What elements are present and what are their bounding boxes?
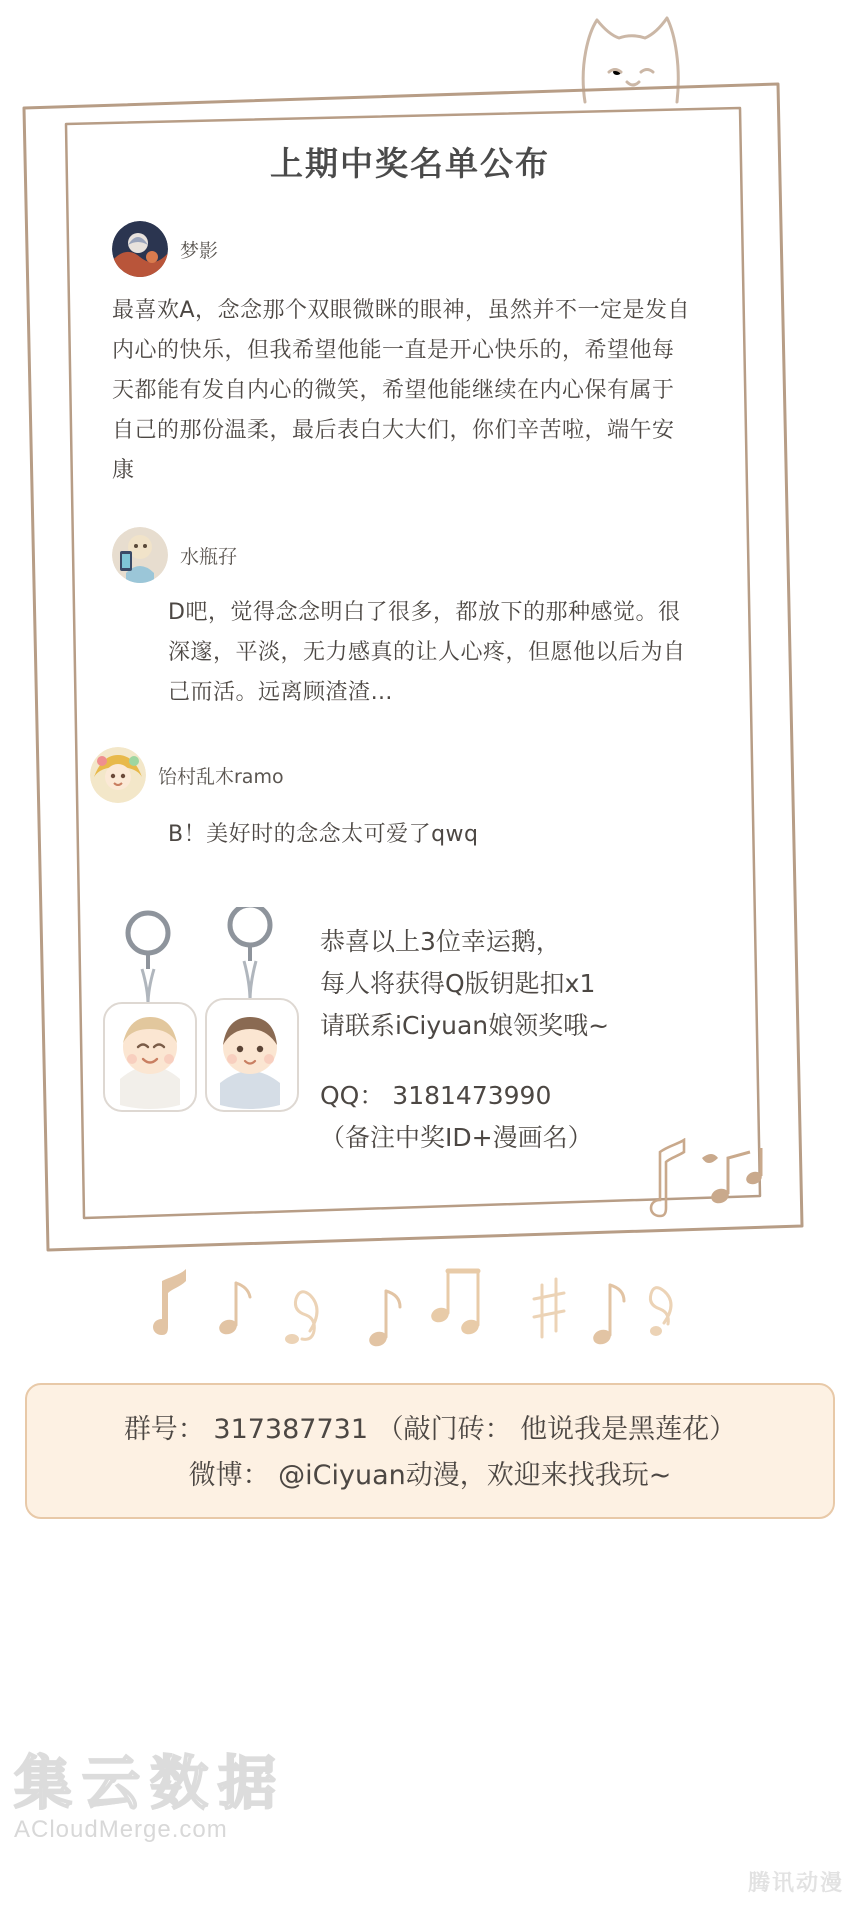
avatar [112, 221, 168, 277]
prize-note-line: （备注中奖ID+漫画名） [320, 1123, 593, 1152]
avatar [112, 527, 168, 583]
list-item-username: 梦影 [180, 239, 219, 262]
contact-info-box [25, 1383, 835, 1519]
group-number-line: 群号： 317387731 （敲门砖： 他说我是黑莲花） [123, 1414, 737, 1445]
prize-line-3: 请联系iCiyuan娘领奖哦~ [320, 1011, 610, 1040]
weibo-line: 微博： @iCiyuan动漫，欢迎来找我玩~ [188, 1460, 672, 1491]
prize-qq-line: QQ： 3181473990 [320, 1081, 552, 1110]
list-item-username: 水瓶孖 [180, 545, 238, 568]
list-item-text: D吧，觉得念念明白了很多，都放下的那种感觉。很深邃，平淡，无力感真的让人心疼，但愿他以后为自己而活。远离顾渣渣… [168, 600, 686, 705]
watermark-sub: ACloudMerge.com [14, 1816, 228, 1843]
list-item-text: B！美好时的念念太可爱了qwq [168, 822, 479, 847]
list-item [90, 747, 730, 803]
page-title: 上期中奖名单公布 [270, 144, 550, 183]
avatar [90, 747, 146, 803]
watermark-main: 集云数据 [14, 1749, 287, 1817]
watermark-corner: 腾讯动漫 [747, 1871, 844, 1896]
list-item-username: 饴村乱木ramo [158, 765, 284, 788]
list-item [112, 527, 730, 583]
keychain-pair-icon [90, 907, 320, 1157]
list-item-text: 最喜欢A，念念那个双眼微眯的眼神，虽然并不一定是发自内心的快乐，但我希望他能一直是开心快乐的，希望他每天都能有发自内心的微笑，希望他能继续在内心保有属于自己的那份温柔，最后表白大大们，你们辛苦啦，端午安康 [112, 298, 691, 483]
prize-text [320, 907, 609, 1159]
list-item [112, 221, 730, 277]
watermark [14, 1749, 354, 1844]
prize-section [90, 907, 730, 1159]
prize-line-1: 恭喜以上3位幸运鹅， [320, 927, 561, 956]
winner-announcement-content [90, 120, 730, 1210]
prize-line-2: 每人将获得Q版钥匙扣x1 [320, 969, 596, 998]
music-notes-icon [140, 1265, 780, 1375]
